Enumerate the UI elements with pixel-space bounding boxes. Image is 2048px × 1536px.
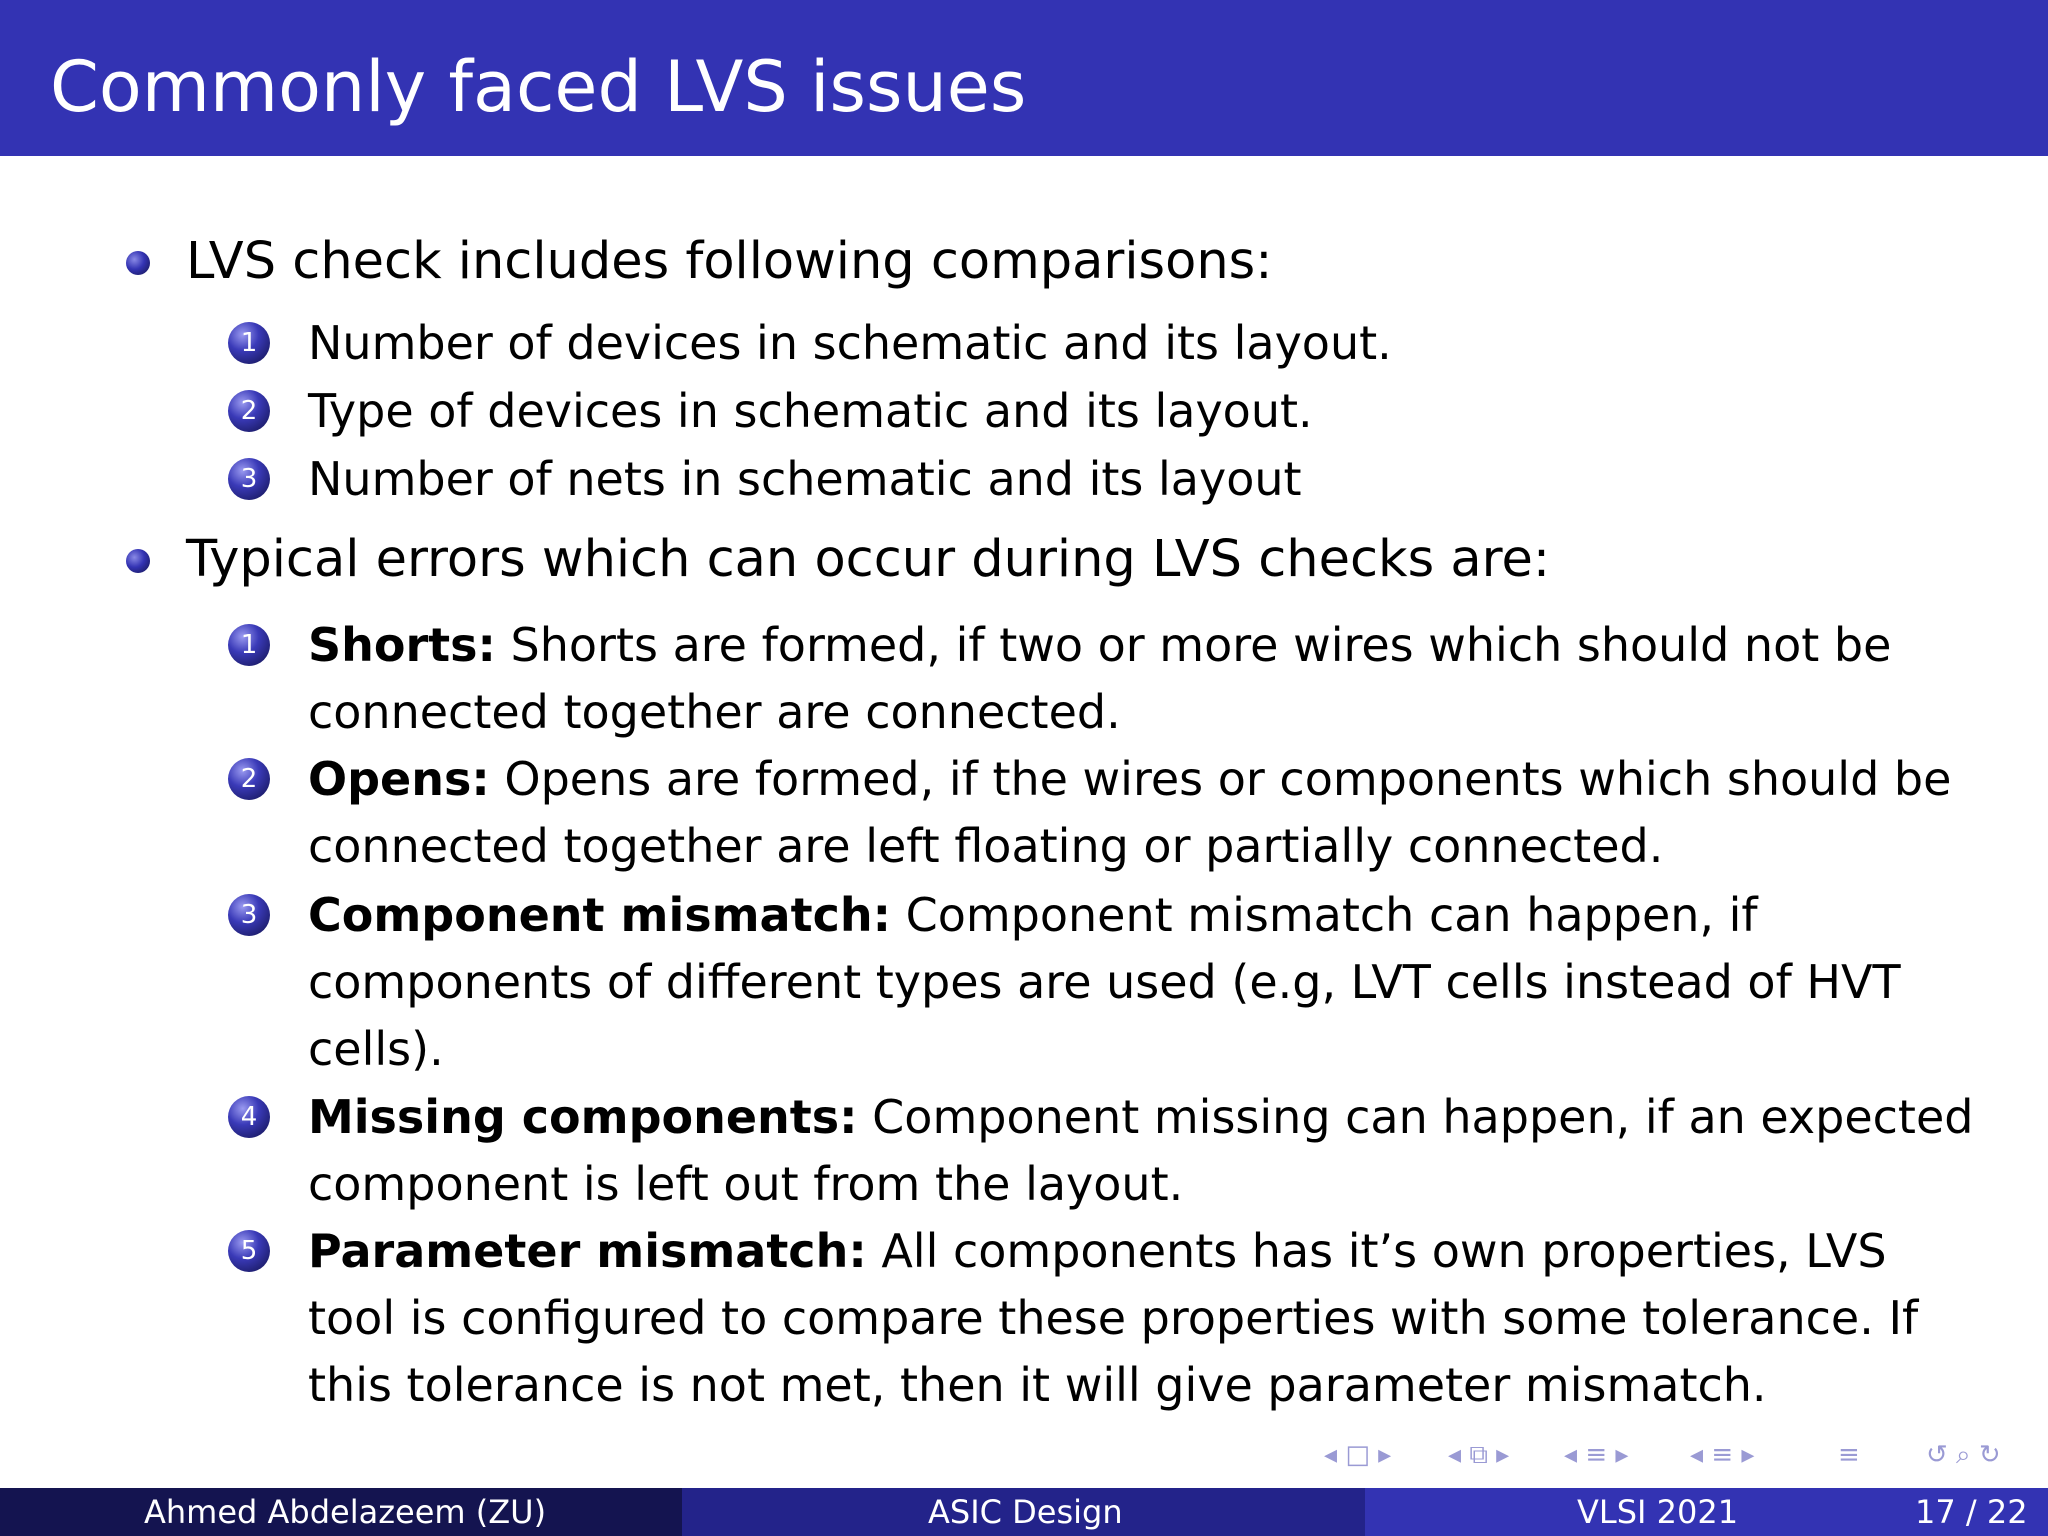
enum-item-text: components of different types are used (e.g, LVT cells instead of HVT [308,955,1901,1009]
footer-page-number: 17 / 22 [1915,1493,2028,1531]
bullet-icon [126,251,150,275]
enum-item-text: All components has it’s own properties, LVS [866,1224,1887,1278]
enum-item-text: Number of nets in schematic and its layout [308,452,1302,506]
enum-number-badge: 5 [228,1230,270,1272]
enum-item-line [308,1218,1887,1285]
enum-item-text: Type of devices in schematic and its layout. [308,384,1313,438]
footer-event-section [1365,1488,2048,1536]
bullet-text: Typical errors which can occur during LVS checks are: [186,530,1551,589]
enum-item-text: Opens are formed, if the wires or components which should be [489,752,1952,806]
enum-item-line [308,949,1901,1016]
enum-item-line [308,1352,1767,1419]
nav-frame[interactable]: ◂ ⧉ ▸ [1448,1440,1510,1470]
enum-item-line [308,1016,444,1083]
nav-first-last[interactable]: ◂ □ ▸ [1324,1440,1392,1470]
nav-section[interactable]: ◂ ≡ ▸ [1690,1440,1755,1470]
enum-item-term: Parameter mismatch: [308,1224,867,1278]
enum-item-text: Component mismatch can happen, if [890,888,1758,942]
enum-item-text: connected together are left floating or partially connected. [308,819,1664,873]
enum-item-text: Component missing can happen, if an expected [857,1090,1974,1144]
enum-item-text: Shorts are formed, if two or more wires which should not be [495,618,1892,672]
enum-item-term: Shorts: [308,618,496,672]
slide-title: Commonly faced LVS issues [50,46,1027,128]
enum-item-term: Component mismatch: [308,888,891,942]
enum-item-line [308,813,1663,880]
enum-item-line [308,310,1392,377]
footer-course-section [682,1488,1365,1536]
enum-item-text: Number of devices in schematic and its layout. [308,316,1392,370]
enum-item-text: tool is configured to compare these properties with some tolerance. If [308,1291,1919,1345]
nav-search[interactable]: ↺ ⌕ ↻ [1926,1440,2001,1470]
enum-item-line [308,1084,1973,1151]
bullet-text: LVS check includes following comparisons: [186,232,1273,291]
enum-item-line [308,882,1758,949]
enum-number-badge: 2 [228,390,270,432]
enum-item-term: Opens: [308,752,490,806]
footer-author-section [0,1488,682,1536]
enum-number-badge: 3 [228,458,270,500]
footer-author: Ahmed Abdelazeem (ZU) [144,1493,547,1531]
enum-number-badge: 2 [228,758,270,800]
footer [0,1488,2048,1536]
enum-item-line [308,612,1891,679]
enum-item-line [308,378,1313,445]
enum-item-text: cells). [308,1022,444,1076]
enum-item-text: this tolerance is not met, then it will give parameter mismatch. [308,1358,1767,1412]
enum-item-line [308,1285,1918,1352]
nav-align[interactable]: ≡ [1838,1440,1860,1470]
enum-number-badge: 3 [228,894,270,936]
enum-number-badge: 1 [228,624,270,666]
enum-item-text: connected together are connected. [308,685,1121,739]
enum-item-line [308,679,1121,746]
footer-course: ASIC Design [928,1493,1123,1531]
enum-item-line [308,446,1302,513]
enum-number-badge: 4 [228,1096,270,1138]
enum-item-line [308,1151,1183,1218]
enum-item-text: component is left out from the layout. [308,1157,1184,1211]
enum-item-term: Missing components: [308,1090,858,1144]
bullet-icon [126,549,150,573]
enum-number-badge: 1 [228,322,270,364]
enum-item-line [308,746,1951,813]
footer-event: VLSI 2021 [1577,1493,1739,1531]
nav-subsection[interactable]: ◂ ≡ ▸ [1564,1440,1629,1470]
